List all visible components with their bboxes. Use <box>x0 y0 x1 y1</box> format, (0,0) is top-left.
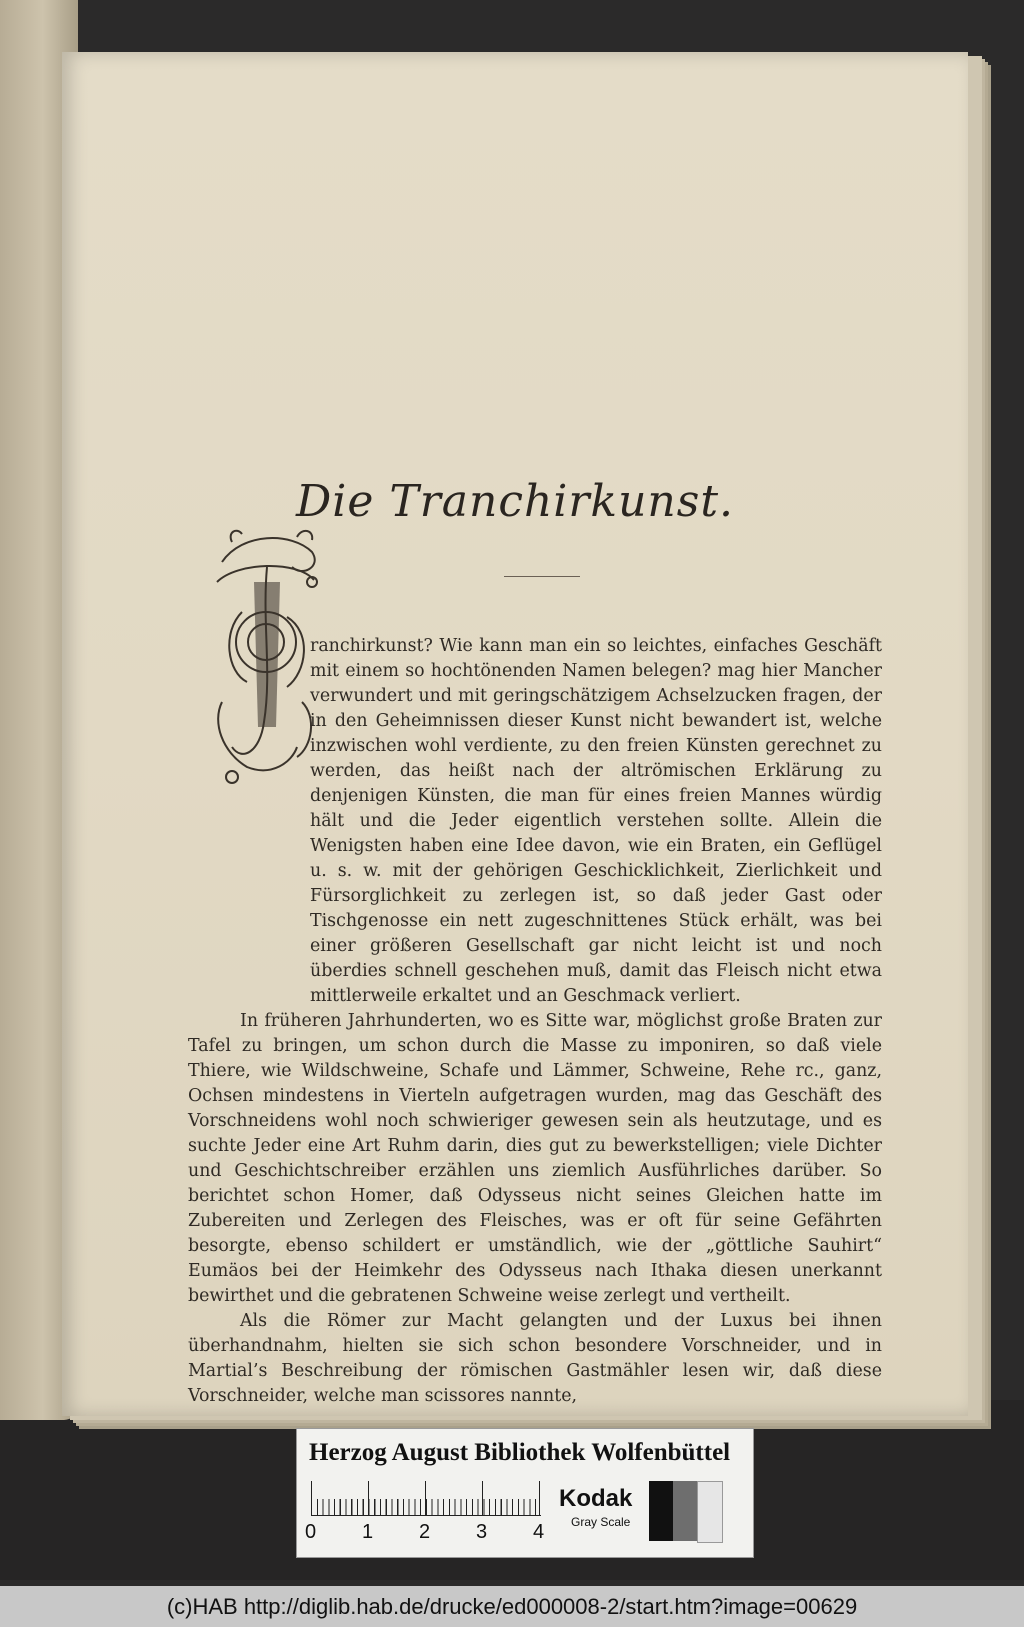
measurement-ruler <box>311 1481 541 1516</box>
paragraph: In früheren Jahrhunderten, wo es Sitte war, möglichst große Braten zur Tafel zu bringen, um schon durch die Masse zu imponiren, so daß viele Thiere, wie Wildschweine, Schafe und Lämmer, Schweine, Rehe rc., ganz, Ochsen mindestens in Vierteln aufgetragen wurden, mag das Geschäft des Vorschneidens wohl noch schwieriger gewesen sein als heutzutage, und es suchte Jeder eine Art Ruhm darin, dies gut zu bewerkstelligen; viele Dichter und Geschichtschreiber erzählen uns ziemlich Ausführliches darüber. So berichtet schon Homer, daß Odysseus nicht seines Gleichen hatte im Zubereiten und Zerlegen des Fleisches, was er oft für seine Gefährten besorgte, ebenso schildert er umständlich, wie der „göttliche Sauhirt“ Eumäos bei der Heimkehr des Odysseus nach Ithaka diesen unerkannt bewirthet und die gebratenen Schweine weise zerlegt und vertheilt. <box>188 1011 882 1306</box>
gray-swatch-black <box>649 1481 673 1541</box>
ruler-number: 4 <box>533 1521 545 1543</box>
book-page <box>62 52 968 1416</box>
footer-bar <box>0 1586 1024 1627</box>
ruler-number: 2 <box>419 1521 431 1543</box>
paragraph: Als die Römer zur Macht gelangten und der Luxus bei ihnen überhandnahm, hielten sie sich schon besondere Vorschneider, und in Martial’s Beschreibung der römischen Gastmähler lesen wir, daß diese Vorschneider, welche man scissores nannte, <box>188 1311 882 1406</box>
ruler-number: 0 <box>305 1521 317 1543</box>
library-name: Herzog August Bibliothek Wolfenbüttel <box>309 1439 731 1466</box>
title-divider <box>504 576 580 577</box>
gray-scale-label: Gray Scale <box>571 1515 631 1529</box>
gray-swatch-light <box>697 1481 723 1543</box>
ruler-number: 1 <box>362 1521 374 1543</box>
ruler-number: 3 <box>476 1521 488 1543</box>
page-title: Die Tranchirkunst. <box>296 476 734 527</box>
kodak-logo: Kodak <box>559 1485 633 1512</box>
footer-credit: (c)HAB http://diglib.hab.de/drucke/ed000008-2/start.htm?image=00629 <box>166 1594 858 1619</box>
paragraph: ranchirkunst? Wie kann man ein so leichtes, einfaches Geschäft mit einem so hochtönenden Namen belegen? mag hier Mancher verwundert und mit geringschätzigem Achselzucken fragen, der in den Geheimnissen dieser Kunst nicht bewandert ist, welche inzwischen wohl verdiente, zu den freien Künsten gerechnet zu werden, das heißt nach der altrömischen Erklärung zu denjenigen Künsten, die man für eines freien Mannes würdig hält und die Jeder eigentlich verstehen sollte. Allein die Wenigsten haben eine Idee davon, wie ein Braten, ein Geflügel u. s. w. mit der gehörigen Geschicklichkeit, Zierlichkeit und Fürsorglichkeit zu zerlegen ist, so daß jeder Gast oder Tischgenosse ein nett zugeschnittenes Stück erhält, was bei einer größeren Gesellschaft gar nicht leicht ist und noch überdies schnell geschehen muß, damit das Fleisch nicht etwa mittlerweile erkaltet und an Geschmack verliert. <box>310 636 882 1006</box>
library-label <box>296 1428 754 1558</box>
gray-swatch-mid <box>673 1481 697 1541</box>
body-text <box>188 634 882 1409</box>
